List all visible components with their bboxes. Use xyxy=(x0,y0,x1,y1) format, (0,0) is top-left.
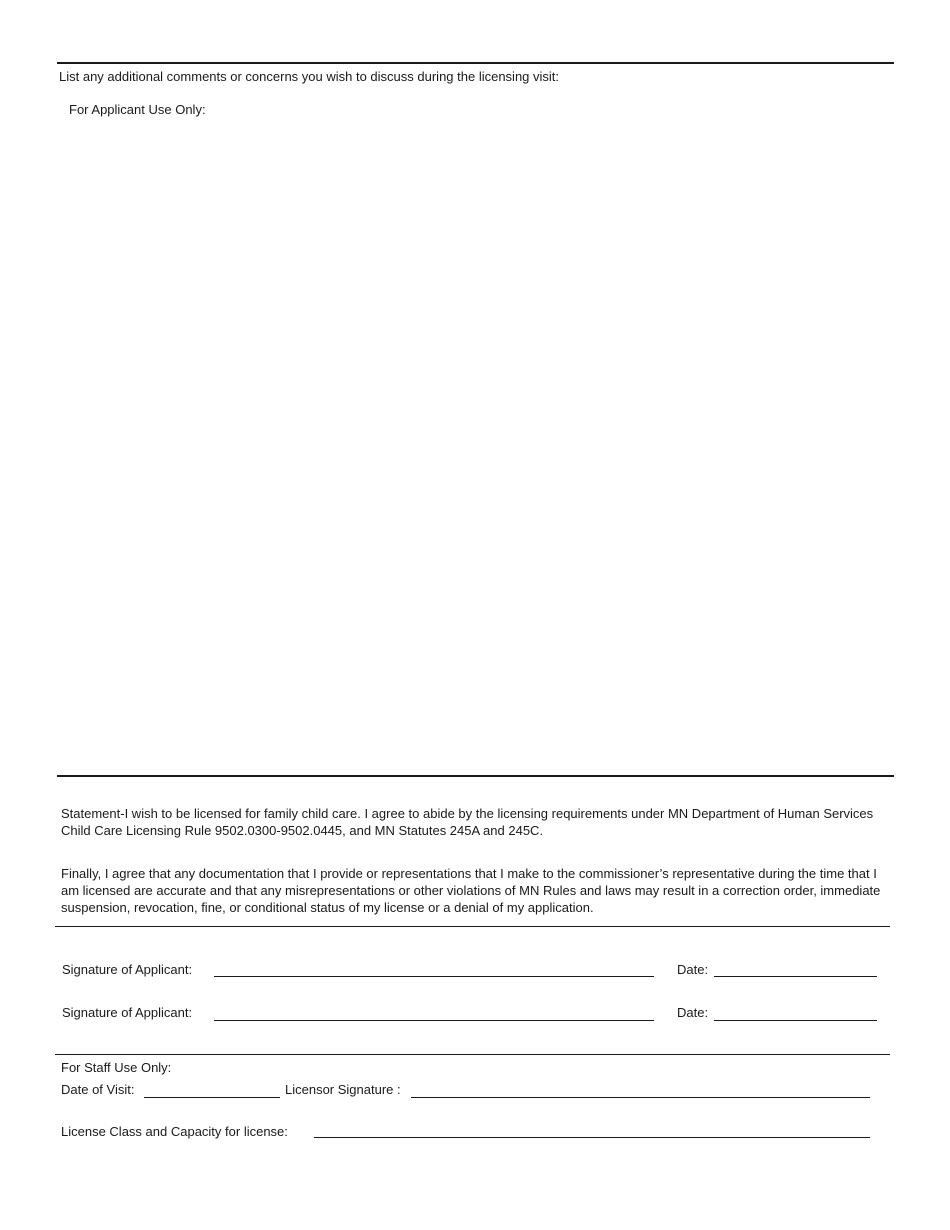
statement-top-rule xyxy=(57,775,894,777)
signature-label-1: Signature of Applicant: xyxy=(62,962,193,977)
comments-textarea[interactable] xyxy=(58,120,892,770)
statement-paragraph-2: Finally, I agree that any documentation that I provide or representations that I make to the commissioner’s representative during the time that I am licensed are accurate and that any misrepresentations or other violations of MN Rules and laws may result in a correction order, immediate suspension, revocation, fine, or conditional status of my license or a denial of my application. xyxy=(61,866,881,915)
date-of-visit-label: Date of Visit: xyxy=(61,1082,135,1097)
staff-top-rule xyxy=(55,1054,890,1055)
signature-field-1[interactable] xyxy=(214,961,654,977)
date-field-2[interactable] xyxy=(714,1005,877,1021)
license-class-field[interactable] xyxy=(314,1122,870,1138)
comments-prompt: List any additional comments or concerns you wish to discuss during the licensing visit: xyxy=(59,69,560,84)
licensor-signature-field[interactable] xyxy=(411,1082,870,1098)
statement-paragraph-1: Statement-I wish to be licensed for family child care. I agree to abide by the licensing requirements under MN Department of Human Services Child Care Licensing Rule 9502.0300-9502.0445, and MN Statutes 245A and 245C. xyxy=(61,806,874,838)
signature-top-rule xyxy=(55,926,890,927)
license-class-label: License Class and Capacity for license: xyxy=(61,1124,288,1139)
date-of-visit-field[interactable] xyxy=(144,1082,280,1098)
date-label-1: Date: xyxy=(677,962,709,977)
date-field-1[interactable] xyxy=(714,961,877,977)
applicant-use-label: For Applicant Use Only: xyxy=(69,102,206,117)
top-rule xyxy=(57,62,894,64)
signature-field-2[interactable] xyxy=(214,1005,654,1021)
licensor-signature-label: Licensor Signature : xyxy=(285,1082,401,1097)
staff-use-title: For Staff Use Only: xyxy=(61,1060,172,1075)
date-label-2: Date: xyxy=(677,1005,709,1020)
signature-label-2: Signature of Applicant: xyxy=(62,1005,193,1020)
